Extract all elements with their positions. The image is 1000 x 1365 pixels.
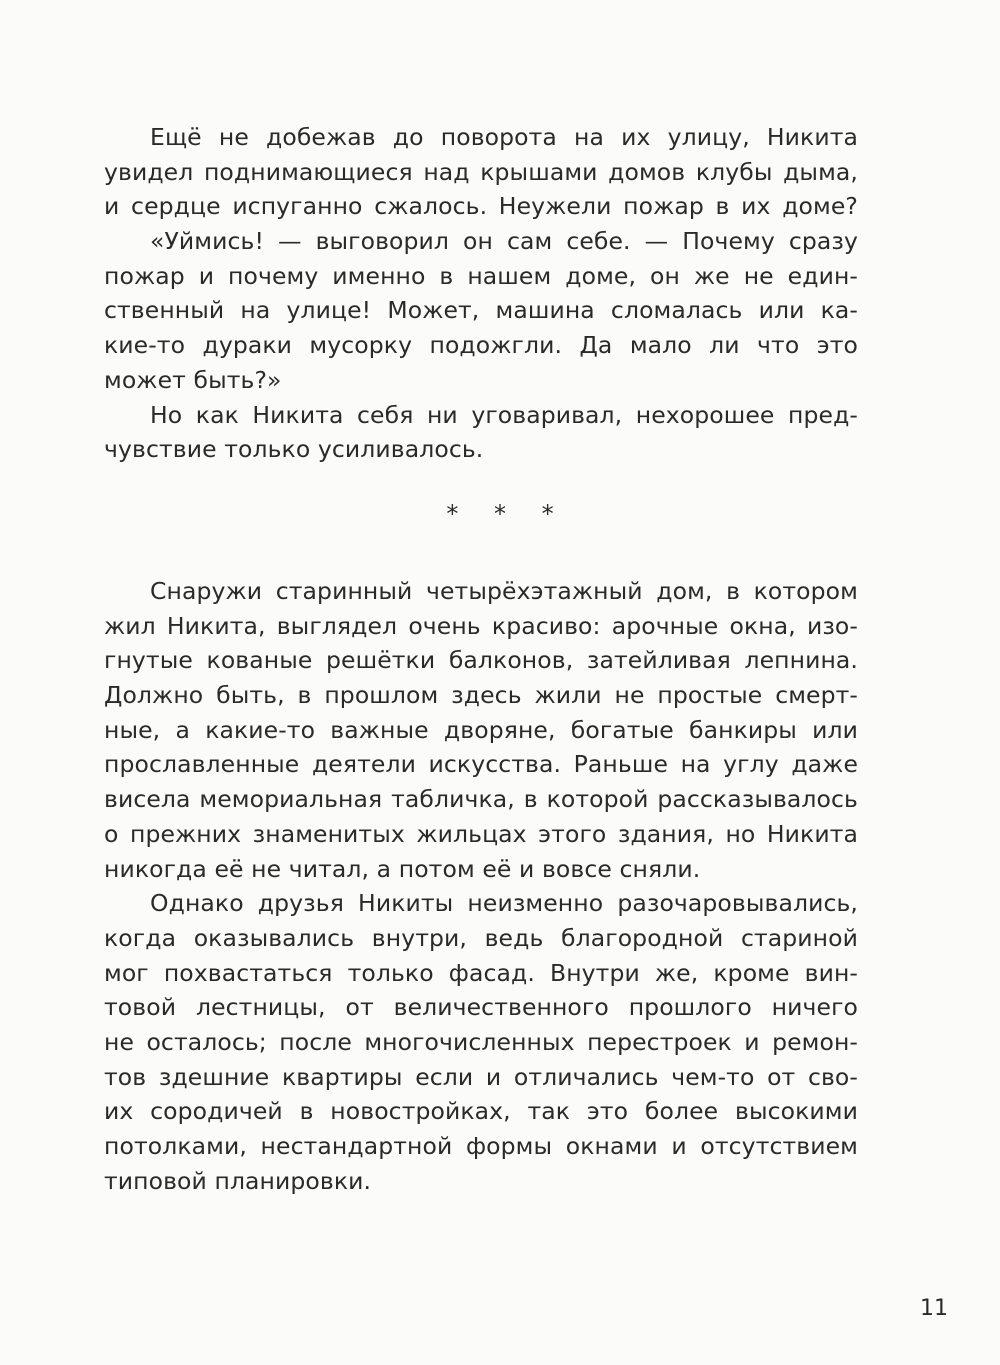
text-line: кие-то дураки мусорку подожгли. Да мало ли что это bbox=[104, 331, 858, 360]
text-line: когда оказывались внутри, ведь благородной стариной bbox=[104, 923, 858, 952]
text-line: Должно быть, в прошлом здесь жили не простые смерт- bbox=[104, 681, 858, 710]
text-line: потолками, нестандартной формы окнами и отсутствием bbox=[104, 1132, 858, 1160]
text-line: увидел поднимающиеся над крышами домов клубы дыма, bbox=[104, 157, 858, 186]
text-line: товой лестницы, от величественного прошлого ничего bbox=[104, 993, 858, 1022]
text-line: не осталось; после многочисленных перестроек и ремон- bbox=[104, 1027, 858, 1056]
text-line: Ещё не добежав до поворота на их улицу, Никита bbox=[150, 123, 858, 151]
text-line: Но как Никита себя ни уговаривал, нехорошее пред- bbox=[150, 400, 858, 429]
text-line: ственный на улице! Может, машина сломалась или ка- bbox=[104, 296, 858, 325]
text-line: чувствие только усиливалось. bbox=[104, 435, 484, 464]
text-line: мог похвастаться только фасад. Внутри же, кроме вин- bbox=[104, 958, 858, 987]
section-separator: * * * bbox=[446, 500, 568, 528]
text-line: «Уймись! — выговорил он сам себе. — Почему сразу bbox=[150, 227, 858, 256]
text-line: Однако друзья Никиты неизменно разочаровывались, bbox=[150, 889, 858, 918]
text-line: никогда её не читал, а потом её и вовсе сняли. bbox=[104, 854, 701, 883]
text-line: Снаружи старинный четырёхэтажный дом, в котором bbox=[150, 577, 858, 605]
text-line: тов здешние квартиры если и отличались чем-то от сво- bbox=[104, 1062, 858, 1091]
text-line: висела мемориальная табличка, в которой рассказывалось bbox=[104, 785, 858, 814]
text-line: прославленные деятели искусства. Раньше на углу даже bbox=[104, 750, 858, 779]
text-line: типовой планировки. bbox=[104, 1166, 372, 1195]
text-section-1 bbox=[104, 120, 858, 467]
text-line: пожар и почему именно в нашем доме, он же не един- bbox=[104, 261, 858, 290]
page-number: 11 bbox=[920, 1296, 948, 1321]
text-line: их сородичей в новостройках, так это более высокими bbox=[104, 1097, 858, 1126]
text-line: жил Никита, выглядел очень красиво: арочные окна, изо- bbox=[104, 611, 858, 640]
text-line: ные, а какие-то важные дворяне, богатые банкиры или bbox=[104, 715, 858, 744]
text-section-2 bbox=[104, 574, 858, 1198]
text-line: гнутые кованые решётки балконов, затейливая лепнина. bbox=[104, 646, 858, 675]
text-line: и сердце испуганно сжалось. Неужели пожар в их доме? bbox=[104, 192, 858, 221]
text-line: о прежних знаменитых жильцах этого здания, но Никита bbox=[104, 819, 858, 848]
text-line: может быть?» bbox=[104, 365, 282, 394]
